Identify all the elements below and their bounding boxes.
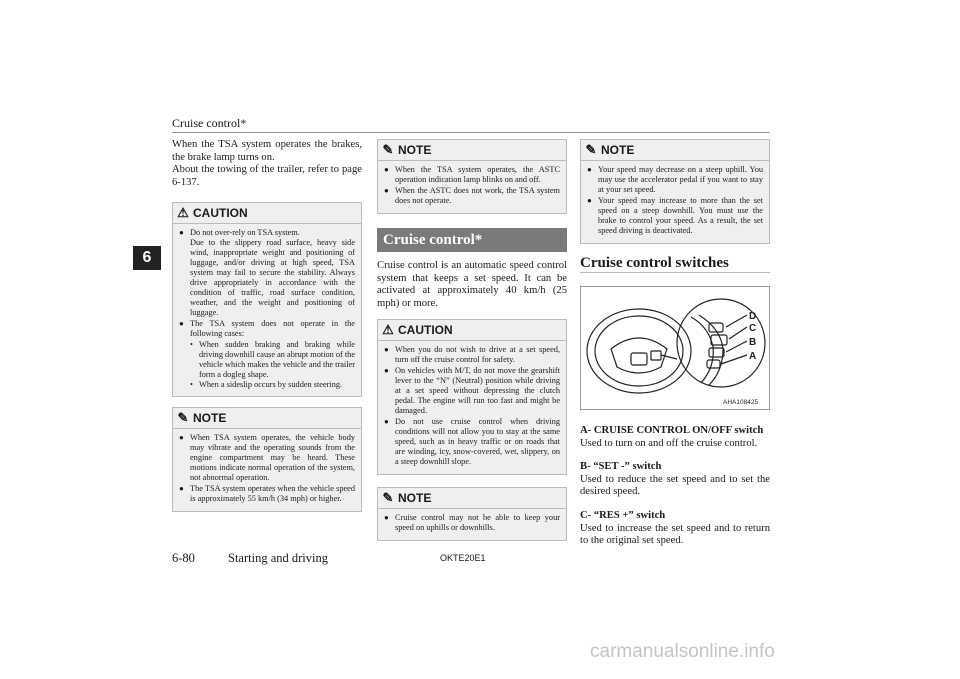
caution-box: [377, 319, 567, 475]
caution-item-text: Do not over-rely on TSA system.: [190, 228, 300, 238]
switch-cluster-small: [651, 351, 661, 360]
bullet-icon: ●: [384, 366, 389, 376]
switch-text: Used to turn on and off the cruise control.: [580, 437, 758, 449]
note-item: [384, 186, 560, 206]
caution-item-text: When you do not wish to drive at a set speed, turn off the cruise control for safety.: [395, 345, 560, 365]
caution-box: [172, 202, 362, 397]
caution-item: [384, 366, 560, 416]
callout-label-b: B: [749, 337, 757, 348]
note-item: [587, 196, 763, 236]
caution-body: [378, 341, 566, 474]
caution-body: [173, 224, 361, 396]
callout-label-c: C: [749, 323, 757, 334]
note-item: [179, 433, 355, 483]
warning-triangle-icon: ⚠: [382, 322, 394, 338]
caution-subitem-text: When sudden braking and braking while driving downhill cause an abrupt motion of the vehicle which makes the vehicle and the trailer form a dogleg shape.: [199, 340, 355, 380]
note-box: [377, 139, 567, 214]
bullet-icon: ●: [384, 345, 389, 355]
note-header: [378, 140, 566, 161]
chapter-tab: 6: [133, 246, 161, 270]
note-icon: ✎: [585, 142, 597, 157]
caution-header: [173, 203, 361, 224]
caution-item: [179, 228, 355, 318]
column-2: [377, 139, 567, 541]
bullet-icon: ●: [587, 165, 592, 174]
caution-item: [179, 319, 355, 339]
section-title: Cruise control*: [377, 228, 567, 252]
note-header: [173, 408, 361, 429]
page-header-title: Cruise control*: [172, 116, 247, 130]
caution-item: [384, 345, 560, 365]
figure-code: AHA108425: [723, 399, 759, 406]
note-item: [384, 513, 560, 533]
header-rule: [172, 132, 770, 133]
switch-a: [707, 360, 720, 368]
switch-title: B- “SET -” switch: [580, 461, 662, 473]
bullet-icon: ●: [179, 228, 184, 238]
callout-label-d: D: [749, 311, 757, 322]
bullet-icon: ●: [179, 433, 184, 443]
switch-title: C- “RES +” switch: [580, 509, 666, 521]
note-item-text: When the TSA system operates, the ASTC operation indication lamp blinks on and off.: [395, 165, 560, 184]
note-label: NOTE: [398, 143, 432, 157]
note-label: NOTE: [193, 411, 227, 426]
caution-header: [378, 320, 566, 341]
callout-label-a: A: [749, 351, 757, 362]
switch-title: A- CRUISE CONTROL ON/OFF switch: [580, 425, 764, 436]
page-number: 6-80: [172, 551, 195, 565]
bullet-icon: ●: [587, 196, 592, 205]
bullet-icon: ●: [179, 319, 184, 329]
note-item-text: When the ASTC does not work, the TSA system does not operate.: [395, 186, 560, 205]
note-header: [581, 140, 769, 161]
note-item: [384, 165, 560, 185]
caution-subitem: [179, 380, 355, 390]
caution-item: [384, 417, 560, 467]
steering-wheel-rim: [587, 309, 691, 393]
steering-wheel-figure: [580, 286, 770, 410]
switch-text: Used to reduce the set speed and to set the desired speed.: [580, 473, 770, 498]
note-box: [377, 487, 567, 541]
note-item-text: Cruise control may not be able to keep your speed on uphills or downhills.: [395, 513, 560, 533]
note-item-text: Your speed may increase to more than the set speed on a steep downhill. You must use the brake to control your speed. As a result, the set speed driving is deactivated.: [598, 196, 763, 235]
switch-description: [580, 510, 770, 548]
caution-item-continuation: Due to the slippery road surface, heavy side wind, inappropriate weight and positioning of luggage, and/or driving at high speed, TSA system may fail to secure the stability. Always drive appropriately in accordance with the condition of traffic, road surface condition, weather, and the weight and positioning of luggage.: [190, 238, 355, 318]
intro-paragraph-2: About the towing of the trailer, refer to page 6-137.: [172, 164, 362, 188]
note-header: [378, 488, 566, 509]
bullet-icon: ●: [384, 165, 389, 174]
note-item-text: Your speed may decrease on a steep uphill. You may use the accelerator pedal if you want to stay at your set speed.: [598, 165, 763, 194]
switch-b: [709, 348, 724, 357]
note-icon: ✎: [382, 142, 394, 157]
note-box: [580, 139, 770, 244]
note-item-text: When TSA system operates, the vehicle body may vibrate and the operating sounds from the engine compartment may be heard. These motions indicate normal operation of the system, not abnormal operation.: [190, 433, 355, 483]
switch-description: [580, 425, 770, 450]
bullet-icon: ●: [384, 417, 389, 427]
sub-bullet-icon: •: [190, 340, 193, 350]
intro-paragraph-1: When the TSA system operates the brakes, the brake lamp turns on.: [172, 139, 362, 163]
switch-descriptions: [580, 425, 770, 548]
note-item-text: The TSA system operates when the vehicle speed is approximately 55 km/h (34 mph) or higher.: [190, 484, 355, 504]
note-icon: ✎: [382, 490, 394, 506]
note-body: [581, 161, 769, 243]
warning-triangle-icon: ⚠: [177, 205, 189, 221]
column-3: [580, 139, 770, 273]
caution-subitem-text: When a sideslip occurs by sudden steering.: [199, 380, 343, 390]
document-code: OKTE20E1: [440, 553, 486, 563]
caution-item-text: On vehicles with M/T, do not move the gearshift lever to the “N” (Neutral) position while driving at a set speed without depressing the clutch pedal. The engine will run too fast and might be damaged.: [395, 366, 560, 416]
column-1: [172, 139, 362, 512]
steering-wheel-hub: [611, 338, 667, 373]
bullet-icon: ●: [179, 484, 184, 494]
caution-item-text: The TSA system does not operate in the following cases:: [190, 319, 355, 339]
note-item: [587, 165, 763, 195]
footer-section: Starting and driving: [228, 551, 328, 565]
switch-text: Used to increase the set speed and to return to the original set speed.: [580, 522, 770, 547]
caution-label: CAUTION: [398, 323, 453, 338]
caution-subitem: [179, 340, 355, 380]
section-intro: Cruise control is an automatic speed control system that keeps a set speed. It can be activated at approximately 40 km/h (25 mph) or more.: [377, 260, 567, 309]
steering-wheel-illustration: [581, 287, 769, 409]
switch-section-heading: Cruise control switches: [580, 255, 770, 273]
caution-item-text: Do not use cruise control when driving conditions will not allow you to stay at the same speed, such as in heavy traffic or on roads that are winding, icy, snow-covered, wet, slippery, on a steep downhill slope.: [395, 417, 560, 467]
note-body: [173, 429, 361, 511]
caution-label: CAUTION: [193, 206, 248, 221]
note-item: [179, 484, 355, 504]
switch-description: [580, 461, 770, 499]
watermark: carmanualsonline.info: [590, 641, 775, 662]
note-label: NOTE: [398, 491, 432, 506]
bullet-icon: ●: [384, 186, 389, 195]
bullet-icon: ●: [384, 513, 389, 523]
note-box: [172, 407, 362, 512]
note-body: [378, 161, 566, 213]
sub-bullet-icon: •: [190, 380, 193, 390]
note-label: NOTE: [601, 143, 635, 157]
note-body: [378, 509, 566, 540]
note-icon: ✎: [177, 410, 189, 426]
